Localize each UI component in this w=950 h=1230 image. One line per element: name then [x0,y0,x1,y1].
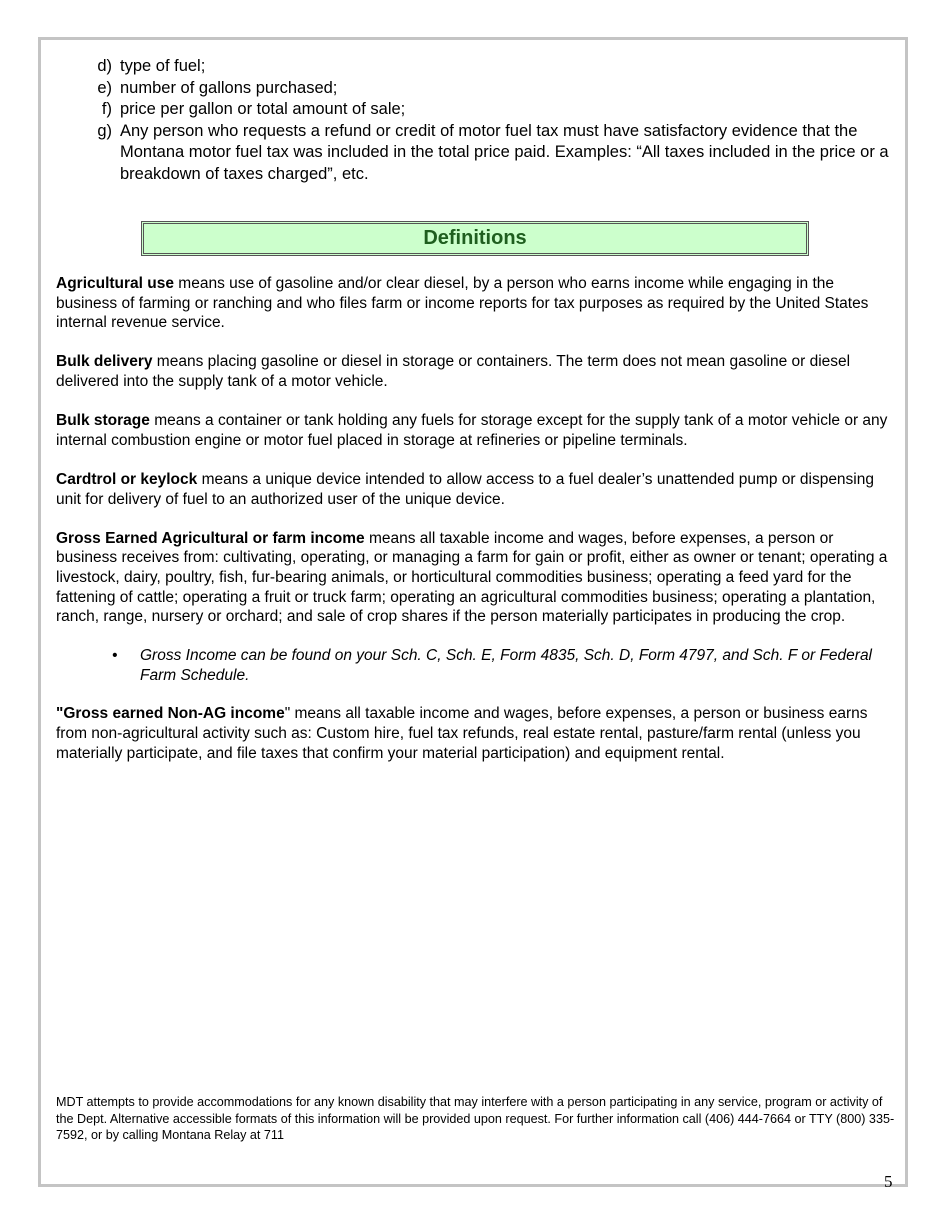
definition-term: Gross Earned Agricultural or farm income [56,529,365,547]
list-item-text: Any person who requests a refund or credit of motor fuel tax must have satisfactory evidence that the Montana motor fuel tax was included in the total price paid. Examples: “All taxes included in the price or a breakdown of taxes charged”, etc. [120,121,889,183]
definition-term: Agricultural use [56,275,174,292]
definition-text: means all taxable income and wages, before expenses, a person or business receives from: cultivating, operating, or managing a farm for gain or profit, either as owner or tenant; operating a livestock, dairy, poultry, fish, fur-bearing animals, or horticultural commodities business; operating a feed yard for the fattening of cattle; operating a fruit or truck farm; operating an agricultural commodities business; operating a plantation, ranch, range, nursery or orchard; and sale of crop shares if the person materially participates in producing the crop. [56,529,888,626]
requirements-list [80,56,890,185]
definition-term: Bulk delivery [56,353,153,371]
list-item [80,78,890,100]
list-marker: e) [97,78,112,97]
definition-text: means use of gasoline and/or clear diesel, by a person who earns income while engaging in the business of farming or ranching and who files farm or income reports for tax purposes as required by the United States internal revenue service. [56,275,869,332]
section-title: Definitions [423,227,527,249]
definition-gross-non-ag-income [56,704,898,763]
definition-agricultural-use [56,274,898,333]
definition-text: " means all taxable income and wages, before expenses, a person or business earns from non-agricultural activity such as: Custom hire, fuel tax refunds, real estate rental, pasture/farm rental (unless you materially participate, and file taxes that confirm your material participation) and equipment rental. [56,705,868,762]
page-number: 5 [884,1172,893,1191]
list-item-text: price per gallon or total amount of sale; [120,100,406,118]
definitions-banner [141,221,809,256]
definition-cardtrol [56,470,898,509]
bullet-note [56,646,898,685]
list-marker: d) [97,57,112,75]
definition-gross-ag-income [56,529,898,627]
definition-bulk-storage [56,411,898,450]
definition-term: Bulk storage [56,412,150,430]
definition-text: means a container or tank holding any fuels for storage except for the supply tank of a motor vehicle or any internal combustion engine or motor fuel placed in storage at refineries or pipeline terminals. [56,412,888,449]
list-item [80,56,890,78]
list-item [80,99,890,121]
bullet-icon: • [112,647,118,665]
list-item-text: type of fuel; [120,57,206,75]
definition-text: means placing gasoline or diesel in storage or containers. The term does not mean gasoline or diesel delivered into the supply tank of a motor vehicle. [56,353,851,390]
list-item [80,121,890,186]
definitions-content [56,274,898,783]
list-item-text: number of gallons purchased; [120,78,338,97]
definition-term: "Gross earned Non-AG income [56,705,285,723]
definition-term: Cardtrol or keylock [56,470,198,488]
list-marker: g) [97,121,112,140]
definition-text: means a unique device intended to allow access to a fuel dealer’s unattended pump or dispensing unit for delivery of fuel to an authorized user of the unique device. [56,470,874,508]
bullet-note-text: Gross Income can be found on your Sch. C, Sch. E, Form 4835, Sch. D, Form 4797, and Sch. F or Federal Farm Schedule. [140,647,873,684]
list-marker: f) [101,100,112,118]
definition-bulk-delivery [56,352,898,391]
accessibility-footer: MDT attempts to provide accommodations for any known disability that may interfere with a person participating in any service, program or activity of the Dept. Alternative accessible formats of this information will be provided upon request. For further information call (406) 444-7664 or TTY (800) 335-7592, or by calling Montana Relay at 711 [56,1095,895,1143]
